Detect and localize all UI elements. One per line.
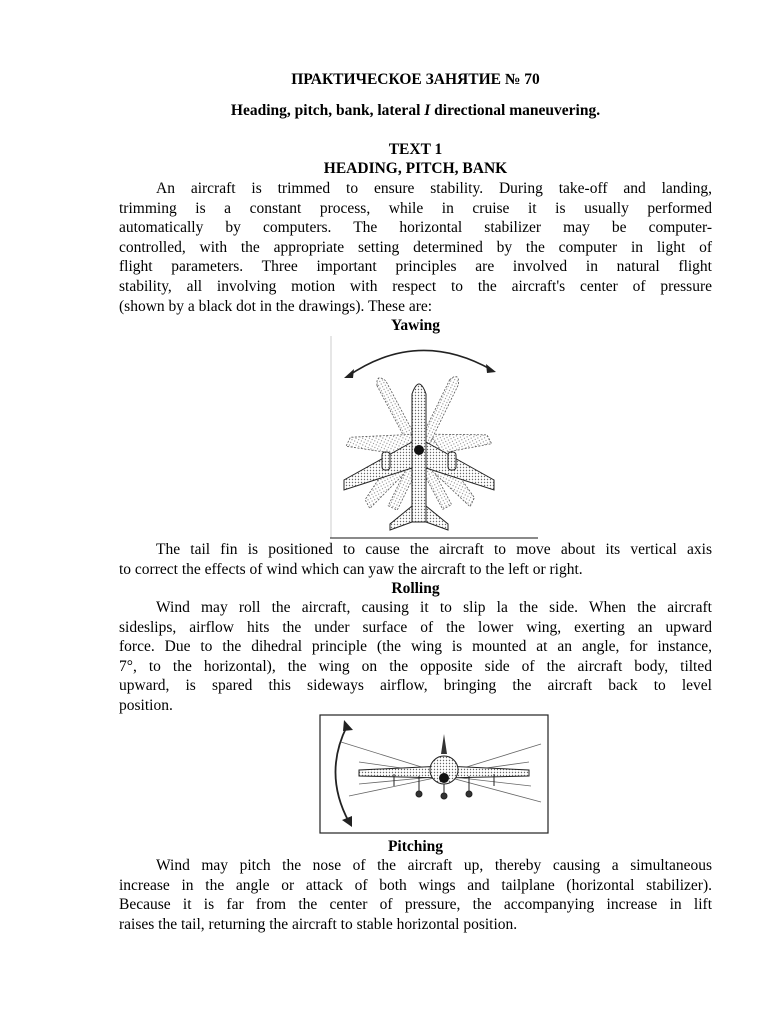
paragraph-line: controlled, with the appropriate setting determined by the computer in light of	[119, 238, 712, 256]
section-title-pitching: Pitching	[387, 838, 444, 855]
paragraph-line: increase in the angle or attack of both wings and tailplane (horizontal stabilizer).	[119, 876, 712, 894]
paragraph-line: stability, all involving motion with respect to the aircraft's center of pressure	[119, 277, 712, 295]
yawing-paragraph	[119, 540, 712, 579]
text-title: HEADING, PITCH, BANK	[323, 160, 508, 177]
section-title-rolling: Rolling	[391, 580, 440, 597]
yawing-figure	[330, 334, 538, 540]
paragraph-line: trimming is a constant process, while in cruise it is usually performed	[119, 199, 712, 217]
paragraph-line: An aircraft is trimmed to ensure stability. During take-off and landing,	[156, 180, 712, 197]
paragraph-line: upward, is spared this sideways airflow, bringing the aircraft back to level	[119, 677, 712, 695]
paragraph-line: Because it is far from the center of pressure, the accompanying increase in lift	[119, 896, 712, 914]
topic-title-part-1: Heading, pitch, bank, lateral	[230, 102, 425, 119]
paragraph-line: The tail fin is positioned to cause the aircraft to move about its vertical axis	[156, 541, 712, 558]
paragraph-line: force. Due to the dihedral principle (the wing is mounted at an angle, for instance,	[119, 638, 712, 656]
rolling-diagram-image	[319, 714, 549, 834]
topic-title-part-3: directional maneuvering.	[430, 102, 601, 119]
section-title-yawing: Yawing	[390, 317, 441, 334]
paragraph-line: 7°, to the horizontal), the wing on the opposite side of the aircraft body, tilted	[119, 657, 712, 675]
paragraph-line: to correct the effects of wind which can yaw the aircraft to the left or right.	[119, 560, 583, 578]
text-number: TEXT 1	[388, 141, 443, 158]
paragraph-line: automatically by computers. The horizontal stabilizer may be computer-	[119, 219, 712, 237]
yawing-diagram-image	[330, 334, 538, 540]
paragraph-line: flight parameters. Three important principles are involved in natural flight	[119, 258, 712, 276]
paragraph-line: Wind may roll the aircraft, causing it to slip la the side. When the aircraft	[156, 599, 712, 616]
paragraph-line: (shown by a black dot in the drawings). These are:	[119, 297, 433, 315]
lesson-title: ПРАКТИЧЕСКОЕ ЗАНЯТИЕ № 70	[291, 71, 540, 88]
intro-paragraph	[119, 179, 712, 316]
rolling-figure	[319, 714, 549, 834]
paragraph-line: position.	[119, 696, 173, 714]
pitching-paragraph	[119, 856, 712, 934]
topic-title	[119, 101, 712, 120]
paragraph-line: Wind may pitch the nose of the aircraft up, thereby causing a simultaneous	[156, 857, 712, 874]
paragraph-line: raises the tail, returning the aircraft to stable horizontal position.	[119, 915, 518, 933]
rolling-paragraph	[119, 598, 712, 716]
topic-title-part-2: I	[424, 102, 431, 119]
paragraph-line: sideslips, airflow hits the under surface of the lower wing, exerting an upward	[119, 618, 712, 636]
